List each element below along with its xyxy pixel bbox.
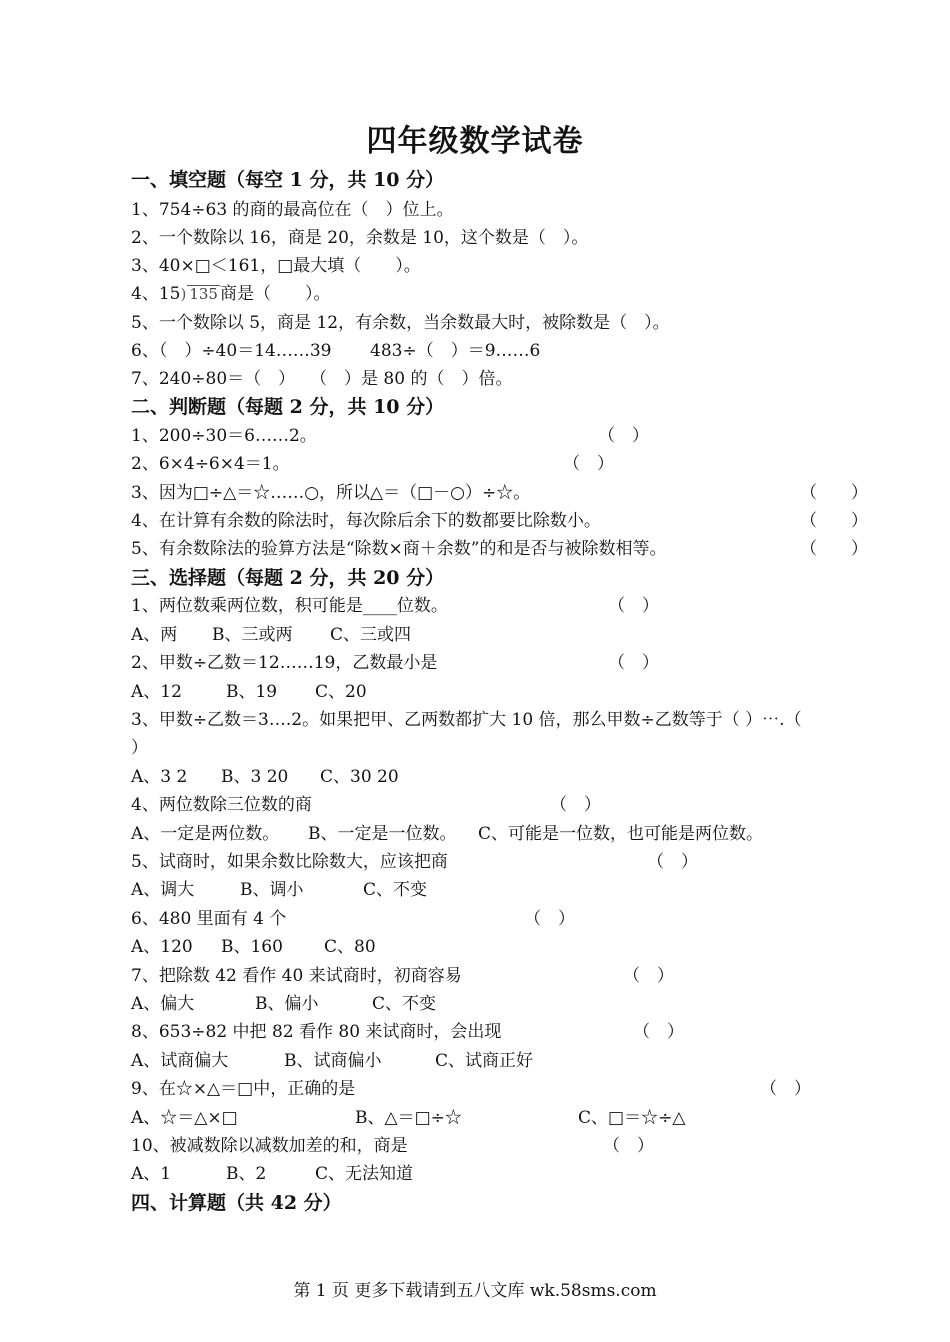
mc-q4-option-b: B、一定是一位数。 [308,824,457,844]
mc-q4: 4、两位数除三位数的商 [131,795,312,815]
mc-q4-option-a: A、一定是两位数。 [131,824,280,844]
tf-q5: 5、有余数除法的验算方法是“除数×商＋余数”的和是否与被除数相等。 [131,539,667,559]
tf-q4-answer-blank: （ ） [800,511,868,531]
mc-q10-answer-blank: （ ） [603,1136,654,1156]
mc-q2-answer-blank: （ ） [608,653,659,673]
mc-q1-option-a: A、两 [131,625,178,645]
mc-q2-option-a: A、12 [131,682,182,702]
section-heading-true-false: 二、判断题（每题 2 分，共 10 分） [131,396,445,418]
mc-q3-option-a: A、3 2 [131,767,188,787]
mc-q6-option-b: B、160 [221,937,283,957]
fill-q7a: 7、240÷80＝（ ） [131,369,296,389]
mc-q10: 10、被减数除以减数加差的和，商是 [131,1136,408,1156]
tf-q1: 1、200÷30＝6……2。 [131,426,317,446]
fill-q4-prefix: 4、15 [131,284,181,304]
mc-q8: 8、653÷82 中把 82 看作 80 来试商时，会出现 [131,1022,502,1042]
mc-q8-option-a: A、试商偏大 [131,1051,229,1071]
mc-q7-option-c: C、不变 [372,994,437,1014]
mc-q7-answer-blank: （ ） [623,966,674,986]
long-division-dividend: 135 [189,285,218,303]
mc-q7-option-a: A、偏大 [131,994,195,1014]
mc-q8-answer-blank: （ ） [633,1022,684,1042]
tf-q3-answer-blank: （ ） [800,483,868,503]
section-heading-fill-blank: 一、填空题（每空 1 分，共 10 分） [131,169,445,191]
mc-q3-option-b: B、3 20 [221,767,289,787]
mc-q8-option-c: C、试商正好 [435,1051,534,1071]
mc-q5-option-b: B、调小 [240,880,304,900]
tf-q2-answer-blank: （ ） [563,454,614,474]
mc-q6: 6、480 里面有 4 个 [131,909,287,929]
fill-q6b: 483÷（ ）＝9……6 [370,341,541,361]
mc-q10-option-c: C、无法知道 [315,1164,414,1184]
mc-q9: 9、在☆×△＝□中，正确的是 [131,1079,356,1099]
mc-q1-option-c: C、三或四 [330,625,412,645]
tf-q3: 3、因为□÷△＝☆……○，所以△＝（□－○）÷☆。 [131,483,531,503]
tf-q1-answer-blank: （ ） [598,426,649,446]
fill-q4 [131,280,330,308]
mc-q4-answer-blank: （ ） [550,795,601,815]
mc-q2-option-c: C、20 [315,682,367,702]
mc-q10-option-a: A、1 [131,1164,172,1184]
fill-q3: 3、40×□＜161，□最大填（ ）。 [131,256,421,276]
tf-q5-answer-blank: （ ） [800,539,868,559]
fill-q7b: （ ）是 80 的（ ）倍。 [310,369,513,389]
mc-q6-option-a: A、120 [131,937,193,957]
mc-q4-option-c: C、可能是一位数，也可能是两位数。 [478,824,764,844]
fill-q2: 2、一个数除以 16，商是 20，余数是 10，这个数是（ ）。 [131,228,589,248]
mc-q9-option-b: B、△＝□÷☆ [355,1108,462,1128]
section-heading-calculation: 四、计算题（共 42 分） [131,1192,342,1214]
tf-q2: 2、6×4÷6×4＝1。 [131,454,290,474]
mc-q9-answer-blank: （ ） [760,1079,811,1099]
mc-q9-option-a: A、☆＝△×□ [131,1108,238,1128]
mc-q5: 5、试商时，如果余数比除数大，应该把商 [131,852,448,872]
page-title: 四年级数学试卷 [366,124,584,159]
mc-q9-option-c: C、□＝☆÷△ [578,1108,686,1128]
mc-q8-option-b: B、试商偏小 [284,1051,382,1071]
section-heading-multiple-choice: 三、选择题（每题 2 分，共 20 分） [131,567,445,589]
mc-q1: 1、两位数乘两位数，积可能是____位数。 [131,596,448,616]
mc-q5-option-a: A、调大 [131,880,195,900]
mc-q7: 7、把除数 42 看作 40 来试商时，初商容易 [131,966,462,986]
mc-q2-option-b: B、19 [226,682,278,702]
mc-q7-option-b: B、偏小 [255,994,319,1014]
page-footer: 第 1 页 更多下载请到五八文库 wk.58sms.com [293,1281,657,1301]
mc-q6-answer-blank: （ ） [524,909,575,929]
mc-q5-answer-blank: （ ） [647,852,698,872]
mc-q3-continued: ） [131,738,148,758]
fill-q1: 1、754÷63 的商的最高位在（ ）位上。 [131,200,454,220]
fill-q6a: 6、（ ）÷40＝14……39 [131,341,332,361]
mc-q3-option-c: C、30 20 [320,767,399,787]
tf-q4: 4、在计算有余数的除法时，每次除后余下的数都要比除数小。 [131,511,601,531]
mc-q3: 3、甲数÷乙数＝3….2。如果把甲、乙两数都扩大 10 倍，那么甲数÷乙数等于（ ）⋯.（ [131,710,802,730]
mc-q2: 2、甲数÷乙数＝12……19，乙数最小是 [131,653,438,673]
mc-q10-option-b: B、2 [226,1164,267,1184]
mc-q6-option-c: C、80 [324,937,376,957]
mc-q1-option-b: B、三或两 [212,625,293,645]
mc-q5-option-c: C、不变 [363,880,428,900]
long-division-symbol: ) 135 [180,285,218,303]
mc-q1-answer-blank: （ ） [608,596,659,616]
fill-q4-suffix: 商是（ ）。 [219,284,331,304]
fill-q5: 5、一个数除以 5，商是 12，有余数，当余数最大时，被除数是（ ）。 [131,313,670,333]
